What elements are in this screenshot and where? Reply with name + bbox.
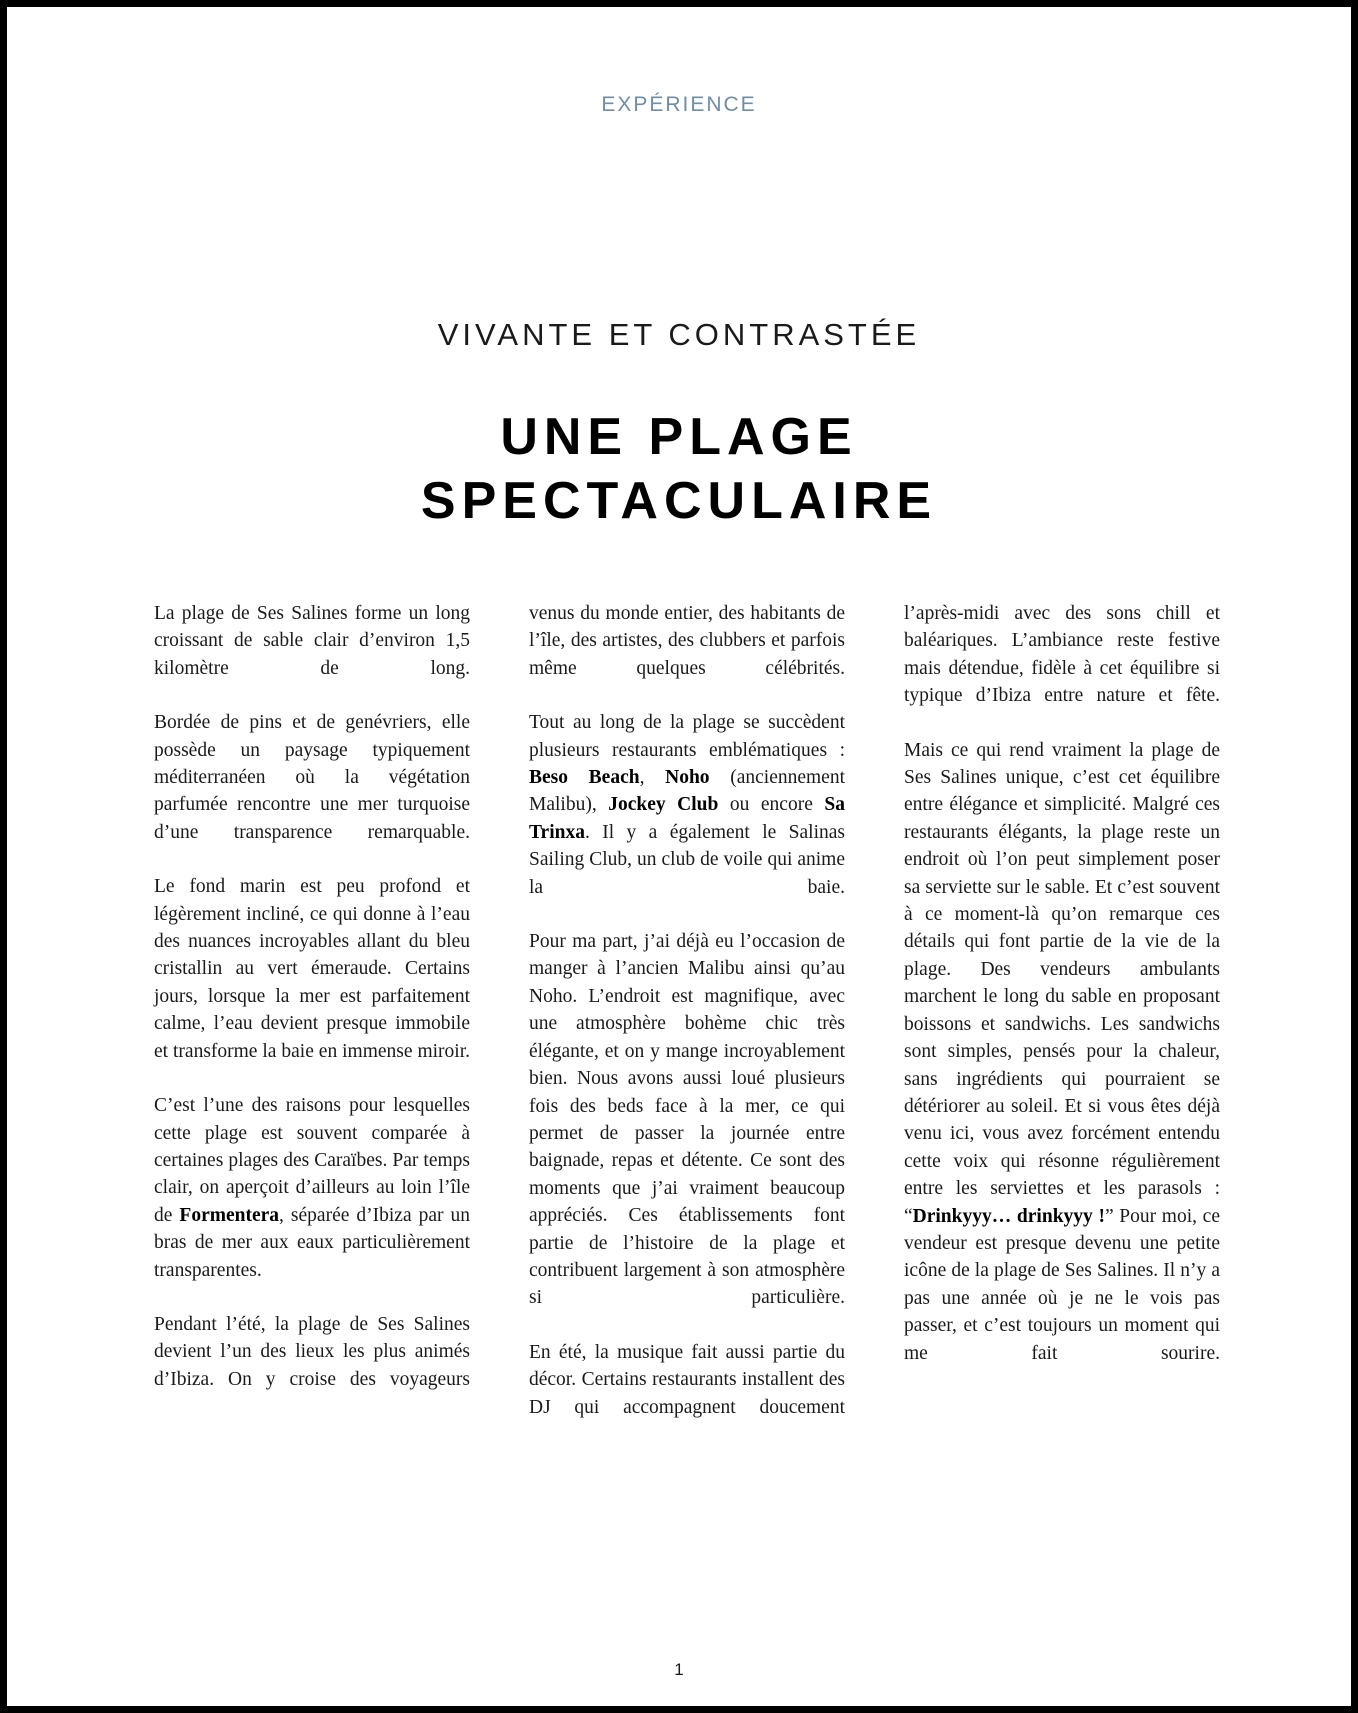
bold-name: Noho [665, 767, 710, 789]
text-run: Pendant l’été, la plage de Ses Salines devient l’un des lieux les plus animés d’Ibiza. On y croise des voyageurs [154, 1313, 470, 1390]
body-paragraph [154, 600, 470, 682]
text-run: venus du monde entier, des habitants de l’île, des artistes, des clubbers et parfois même quelques célébrités. [529, 603, 845, 679]
bold-name: Formentera [179, 1204, 280, 1226]
bold-name: Jockey Club [608, 794, 719, 816]
body-paragraph [154, 873, 470, 1065]
body-paragraph [904, 737, 1220, 1367]
text-run: ” Pour moi, ce vendeur est presque devenu une petite icône de la plage de Ses Salines. Il n’y a pas une année où je ne le vois pas passer, et c’est toujours un moment qui me fait sourire. [904, 1205, 1220, 1364]
text-column-1 [154, 600, 470, 1448]
body-paragraph [154, 709, 470, 846]
article-title [7, 405, 1351, 533]
body-paragraph [904, 600, 1220, 710]
bold-name: Drinkyyy… drinkyyy ! [912, 1205, 1105, 1227]
text-run: , séparée d’Ibiza par un bras de mer aux eaux particulièrement transparentes. [154, 1204, 471, 1281]
text-run: Le fond marin est peu profond et légèrement incliné, ce qui donne à l’eau des nuances incroyables allant du bleu cristallin au vert émeraude. Certains jours, lorsque la mer est parfaitement calme, l’eau devient presque immobile et transforme la baie en immense miroir. [154, 876, 470, 1062]
section-label: EXPÉRIENCE [601, 93, 757, 116]
text-run: En été, la musique fait aussi partie du décor. Certains restaurants installent des DJ qui accompagnent doucement [529, 1341, 845, 1418]
text-run: Pour ma part, j’ai déjà eu l’occasion de manger à l’ancien Malibu ainsi qu’au Noho. L’endroit est magnifique, avec une atmosphère bohème chic très élégante, et on y mange incroyablement bien. Nous avons aussi loué plusieurs fois des beds face à la mer, ce qui permet de passer la journée entre baignade, repas et détente. Ce sont des moments que j’ai vraiment beaucoup appréciés. Ces établissements font partie de l’histoire de la plage et contribuent largement à son atmosphère si particulière. [529, 931, 845, 1309]
text-run: (anciennement Malibu), [529, 767, 845, 816]
text-column-2 [529, 600, 845, 1448]
article-body [154, 600, 1220, 1448]
body-paragraph [529, 928, 845, 1312]
body-paragraph [529, 1339, 845, 1421]
body-paragraph [529, 709, 845, 901]
text-run: Tout au long de la plage se succèdent plusieurs restaurants emblématiques : [529, 712, 845, 761]
article-kicker: VIVANTE ET CONTRASTÉE [437, 317, 921, 352]
text-run: La plage de Ses Salines forme un long croissant de sable clair d’environ 1,5 kilomètre de long. [154, 603, 470, 679]
body-paragraph [529, 600, 845, 682]
text-run: C’est l’une des raisons pour lesquelles cette plage est souvent comparée à certaines plages des Caraïbes. Par temps clair, on aperçoit d’ailleurs au loin l’île de [154, 1095, 470, 1226]
text-run: Mais ce qui rend vraiment la plage de Ses Salines unique, c’est cet équilibre entre élégance et simplicité. Malgré ces restaurants élégants, la plage reste un endroit où l’on peut simplement poser sa serviette sur le sable. Et c’est souvent à ce moment-là qu’on remarque ces détails qui font partie de la vie de la plage. Des vendeurs ambulants marchent le long du sable en proposant boissons et sandwichs. Les sandwichs sont simples, pensés pour la chaleur, sans ingrédients qui pourraient se détériorer au soleil. Et si vous êtes déjà venu ici, vous avez forcément entendu cette voix qui résonne régulièrement entre les serviettes et les parasols : “ [904, 739, 1220, 1227]
bold-name: Beso Beach [529, 767, 640, 789]
text-run: l’après-midi avec des sons chill et baléariques. L’ambiance reste festive mais détendue, fidèle à cet équilibre si typique d’Ibiza entre nature et fête. [904, 603, 1220, 707]
text-run: Bordée de pins et de genévriers, elle possède un paysage typiquement méditerranéen où la végétation parfumée rencontre une mer turquoise d’une transparence remarquable. [154, 712, 470, 843]
article-title-line-1: UNE PLAGE [500, 408, 858, 466]
bold-name: Sa Trinxa [529, 794, 845, 843]
text-run: , [639, 767, 666, 789]
body-paragraph [154, 1311, 470, 1393]
body-paragraph [154, 1092, 470, 1284]
page-number: 1 [674, 1660, 684, 1679]
text-column-3 [904, 600, 1220, 1448]
text-run: . Il y a également le Salinas Sailing Club, un club de voile qui anime la baie. [529, 821, 845, 898]
article-title-line-2: SPECTACULAIRE [420, 472, 938, 530]
text-run: ou encore [718, 794, 825, 816]
